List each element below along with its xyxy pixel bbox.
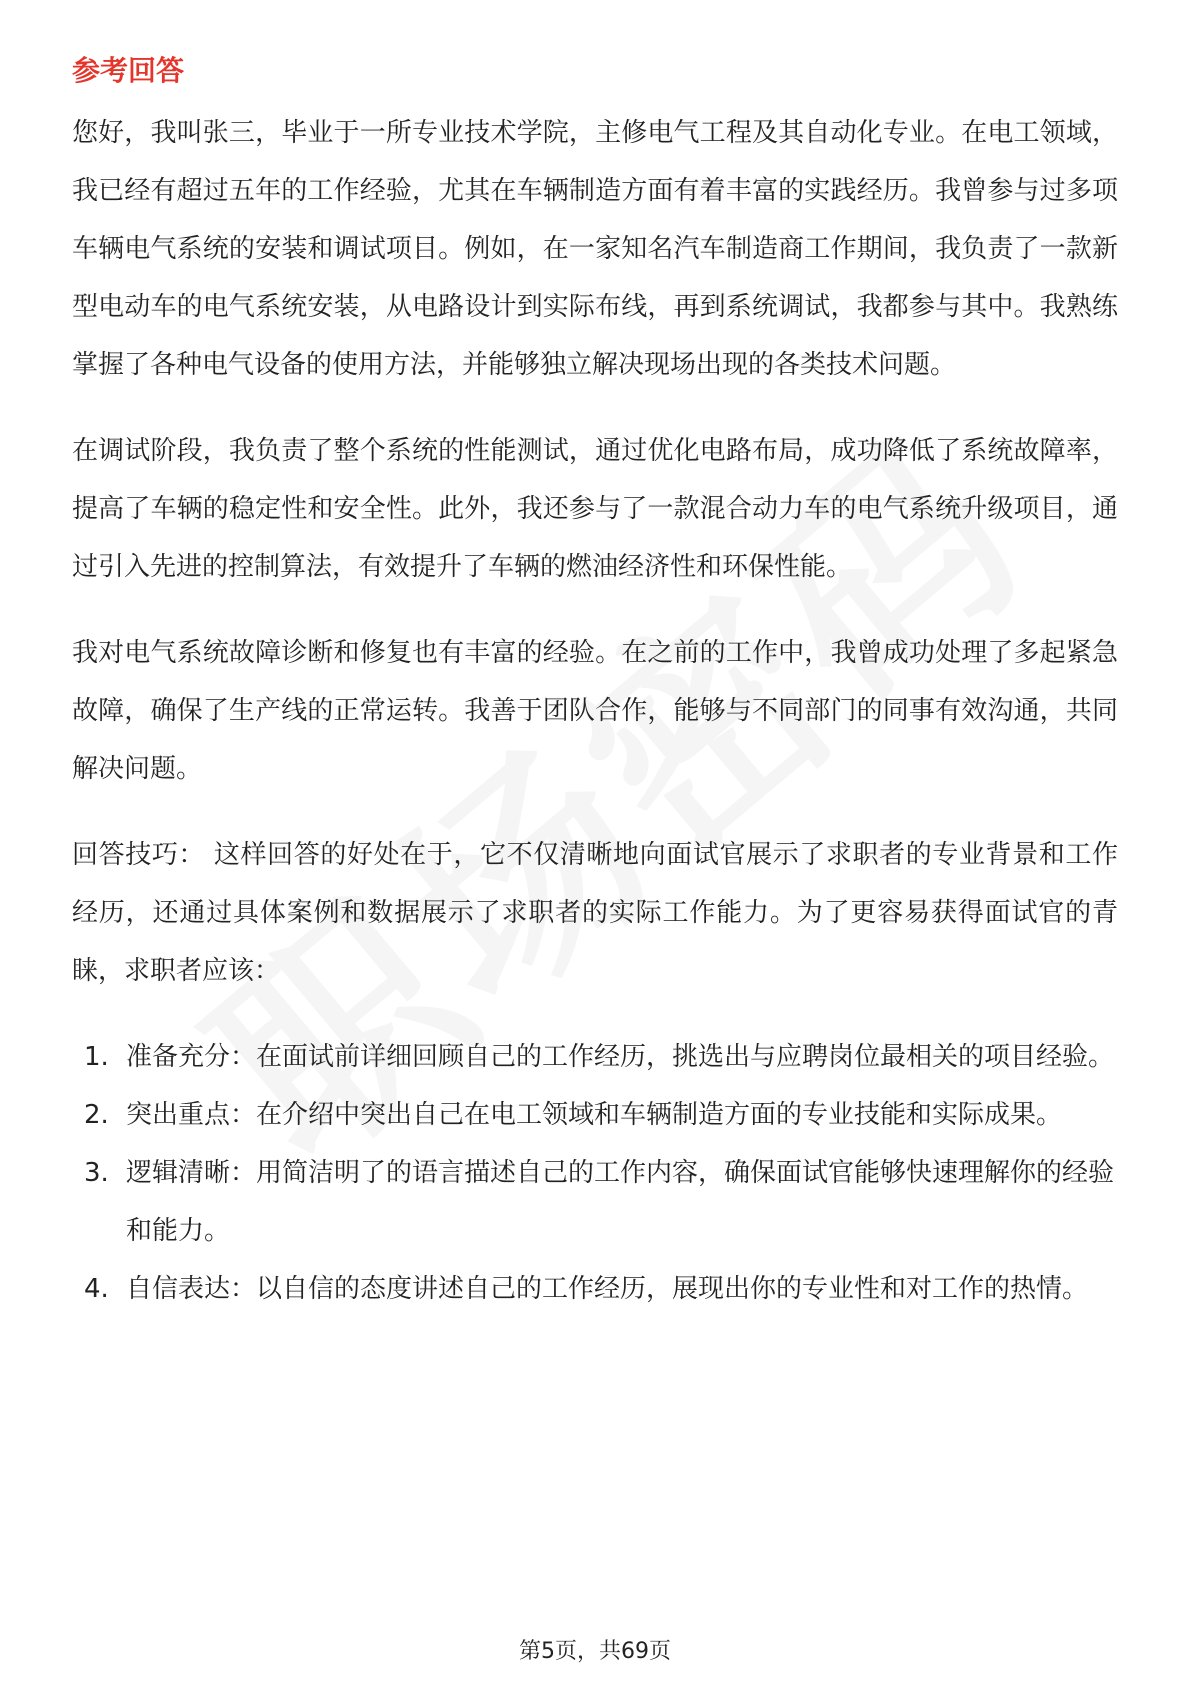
section-heading: 参考回答 bbox=[72, 54, 185, 87]
list-item-text: 自信表达：以自信的态度讲述自己的工作经历，展现出你的专业性和对工作的热情。 bbox=[126, 1274, 1089, 1304]
tips-list bbox=[72, 1028, 1118, 1318]
list-item bbox=[72, 1144, 1118, 1260]
list-item-number: 1. bbox=[84, 1042, 109, 1072]
list-item-text: 准备充分：在面试前详细回顾自己的工作经历，挑选出与应聘岗位最相关的项目经验。 bbox=[126, 1042, 1115, 1072]
list-item-number: 3. bbox=[84, 1158, 109, 1188]
page-number-footer: 第5页，共69页 bbox=[519, 1639, 671, 1664]
list-item-number: 2. bbox=[84, 1100, 109, 1130]
list-item-text: 逻辑清晰：用简洁明了的语言描述自己的工作内容，确保面试官能够快速理解你的经验和能力。 bbox=[126, 1158, 1115, 1246]
list-item bbox=[72, 1260, 1118, 1318]
answer-paragraph-2: 在调试阶段，我负责了整个系统的性能测试，通过优化电路布局，成功降低了系统故障率，提高了车辆的稳定性和安全性。此外，我还参与了一款混合动力车的电气系统升级项目，通过引入先进的控制算法，有效提升了车辆的燃油经济性和环保性能。 bbox=[72, 436, 1118, 582]
list-item bbox=[72, 1086, 1118, 1144]
list-item-number: 4. bbox=[84, 1274, 109, 1304]
list-item-text: 突出重点：在介绍中突出自己在电工领域和车辆制造方面的专业技能和实际成果。 bbox=[126, 1100, 1063, 1130]
main-content bbox=[72, 48, 1118, 1318]
list-item bbox=[72, 1028, 1118, 1086]
answer-paragraph-1: 您好，我叫张三，毕业于一所专业技术学院，主修电气工程及其自动化专业。在电工领域，我已经有超过五年的工作经验，尤其在车辆制造方面有着丰富的实践经历。我曾参与过多项车辆电气系统的安装和调试项目。例如，在一家知名汽车制造商工作期间，我负责了一款新型电动车的电气系统安装，从电路设计到实际布线，再到系统调试，我都参与其中。我熟练掌握了各种电气设备的使用方法，并能够独立解决现场出现的各类技术问题。 bbox=[72, 118, 1118, 380]
tips-intro-paragraph: 回答技巧： 这样回答的好处在于，它不仅清晰地向面试官展示了求职者的专业背景和工作经历，还通过具体案例和数据展示了求职者的实际工作能力。为了更容易获得面试官的青睐，求职者应该： bbox=[72, 840, 1118, 986]
answer-paragraph-3: 我对电气系统故障诊断和修复也有丰富的经验。在之前的工作中，我曾成功处理了多起紧急故障，确保了生产线的正常运转。我善于团队合作，能够与不同部门的同事有效沟通，共同解决问题。 bbox=[72, 638, 1118, 784]
